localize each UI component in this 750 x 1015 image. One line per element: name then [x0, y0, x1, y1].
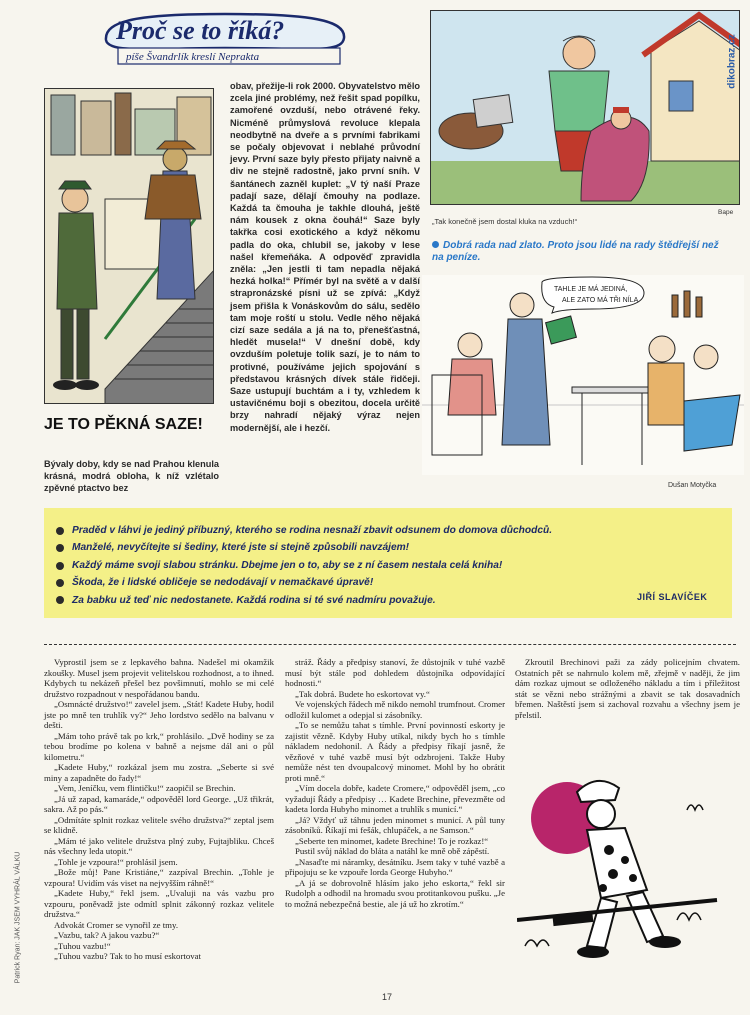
bullet-icon	[56, 527, 64, 535]
quote	[432, 240, 732, 264]
bullet-icon	[56, 544, 64, 552]
story-paragraph: „Osmnácté družstvo!“ zavelel jsem. „Stát! Kadete Huby, hodil jste po mně ten truhlík vy?“ Jeho lordstvo sedělo na balvanu v dešti.	[44, 699, 275, 730]
story-paragraph: Pustil svůj náklad do bláta a natáhl ke mně obě zápěstí.	[295, 846, 490, 856]
story-paragraph: Zkroutil Brechinovi paži za zády policejním chvatem. Ostatních pět se nahrnulo kolem mě, zřejmě v naději, že jim dám rozkaz ujmout se odloženého nákladu a tím i příležitost stát se vězni nebo strážnými a zbavit se tak dosavadních břemen. Naštěstí jsem si zachoval rozvahu a všechny jsem je přelstil.	[515, 657, 740, 720]
story-paragraph: „Bože můj! Pane Kristiáne,“ zazpíval Brechin. „Tohle je vzpoura! Uvidím vás viset na nejvyšším ráhně!“	[44, 867, 274, 888]
speech-line-1: TAHLE JE MÁ JEDINÁ,	[554, 286, 628, 293]
story-paragraph: stráž. Řády a předpisy stanoví, že důstojník v tuhé vazbě musí být stále pod dohledem důstojníka odpovídající hodnosti.“	[285, 657, 505, 688]
story-paragraph: „Seberte ten minomet, kadete Brechine! To je rozkaz!“	[295, 835, 489, 846]
aphorism-text: Za babku už teď nic nedostanete. Každá rodina si té své nadmíru považuje.	[72, 594, 436, 606]
aphorism-item	[56, 592, 552, 609]
side-credit	[14, 840, 26, 1000]
aphorism-list	[56, 522, 552, 609]
speech-line-2: ALE ZATO MÁ TŘI NÍLA	[562, 297, 639, 304]
aphorism-band	[44, 508, 732, 618]
story-column-1	[44, 657, 274, 962]
story-paragraph: „Mám toho právě tak po krk,“ prohlásilo. „Dvě hodiny se za tebou brodíme po kolena v bahně a nejsme dál ani o půl kilometru.“	[44, 730, 274, 762]
page-subtitle: píše Švandrlík kreslí Neprakta	[126, 51, 260, 63]
page-number: 17	[382, 992, 393, 1002]
story-paragraph: Ve vojenských řádech mě nikdo nemohl trumfnout. Cromer odložil kulomet a odepjal si zásobníky.	[285, 699, 505, 720]
quote-text: Dobrá rada nad zlato. Proto jsou lidé na rady štědřejší než na peníze.	[432, 240, 719, 263]
page-title: Proč se to říká?	[116, 16, 285, 45]
title-badge	[100, 8, 350, 70]
watermark-text: dikobraz.cz	[726, 34, 738, 89]
story-paragraph: „Nasaďte mi náramky, desátníku. Jsem taky v tuhé vazbě a připojuju se ke vzpouře lorda George Hubyho.“	[285, 856, 505, 877]
article-heading: JE TO PĚKNÁ SAZE!	[44, 416, 203, 433]
story-paragraph: „Kadete Huby,“ řekl jsem. „Uvaluji na vás vazbu pro vzpouru, poněvadž jste odmítl splnit zákonný rozkaz velitele družstva.“	[44, 888, 274, 919]
story-paragraph: „Tak dobrá. Budete ho eskortovat vy.“	[295, 688, 430, 699]
aphorism-text: Každý máme svoji slabou stránku. Dbejme jen o to, aby se z ní časem nestala celá kniha!	[72, 559, 503, 571]
side-credit-text: Patrick Ryan: JAK JSEM VYHRÁL VÁLKU	[14, 851, 22, 984]
story-paragraph: „A já se dobrovolně hlásím jako jeho eskorta,“ řekl sir Rudolph a odhodil na hromadu svou protitankovou pušku. „Je to možná nebezpečná bestie, ale já už ho zkrotím.“	[285, 877, 505, 909]
tv-cartoon-caption: „Tak konečně jsem dostal kluka na vzduch!“	[432, 217, 578, 226]
story-paragraph: „Vazbu, tak? A jakou vazbu?“	[54, 930, 160, 940]
aphorism-item	[56, 539, 552, 556]
story-paragraph: „Tohle je vzpoura!“ prohlásil jsem.	[54, 856, 178, 867]
article-intro: Bývaly doby, kdy se nad Prahou klenula krásná, modrá obloha, k níž vzlétalo zpěvné ptactvo bez	[44, 459, 219, 494]
bullet-icon	[56, 596, 64, 604]
aphorism-text: Škoda, že i lidské obličeje se nedodávají v nemačkavé úpravě!	[72, 577, 374, 589]
section-divider	[44, 644, 736, 645]
story-paragraph: „To se nemůžu tahat s tímhle. První povinností eskorty je zajistit vězně. Kdyby Huby utíkal, nikdy bych ho s tímhle nákladem nedohonil. A Řády a předpisy říkají jasně, že vězňové v tuhé vazbě musí být odzbrojeni. Takže Huby nemůže nést ten dvoupalcový minomet. Mohl by ho obrátit proti mně.“	[285, 720, 505, 783]
street-illustration	[44, 88, 214, 404]
story-column-3	[515, 657, 740, 720]
aphorism-item	[56, 557, 552, 574]
story-column-2	[285, 657, 505, 909]
quote-bullet-icon	[432, 241, 439, 248]
tv-cartoon	[430, 10, 740, 205]
story-paragraph: „Vem, Jeníčku, vem flintičku!“ zaopičil se Brechin.	[54, 783, 236, 793]
story-paragraph: „Kadete Huby,“ rozkázal jsem mu zostra. „Seberte si své miny a zapadněte do řady!“	[44, 762, 274, 783]
story-paragraph: Advokát Cromer se vynořil ze tmy.	[54, 919, 179, 930]
bullet-icon	[56, 579, 64, 587]
article-body: obav, přežije-li rok 2000. Obyvatelstvo mělo zcela jiné problémy, než řešit spad popílku, zamořené ovzduší, nebo otrávené řeky. Nicméně průmyslová revoluce klepala neodbytně na dveře a s prvními fabrikami se počaly objevovat i neblahé průvodní jevy. První saze byly přesto přijaty naivně a div ne stejně radostně, jako první sníh. V šantánech zazněl kuplet: „V tý naší Praze padají saze, dělají čmouhy na podlaze. Každá ta čmouha je takhle dlouhá, ještě nám kousek z okna čouhá!“ Saze byly takřka cosi exotického a když někomu padla do oka, chlubil se, jakoby v lese našel křemeňáka. A odpověď zpravidla zněla: „Jen jestli ti tam nepadla nějaká hezká holka!“ Přímér byl na světě a v další strapronázské písni už se zpívá: „Když jsem přišla k Vonáskovům do sálu, sedělo tam moje roští u stolu. Vedle něho nějaká cizí saze sedála a já na to, přenešťastná, hledět musela!“ V dnešní době, kdy ovzduším poletuje tolik sazí, je to nám to protivné, používáme jejich spojování s představou krásných dívek stále řidčeji. Saze ustupují buchtám a i ty, vzhledem k ustavičnému boji s obezitou, docela určitě brzy nahradí nějaký výraz nejen modernější, ale i hezčí.	[230, 81, 420, 433]
story-paragraph: „Mám té jako velitele družstva plný zuby, Fujtajbliku. Chceš nás všechny leda utopit.“	[44, 835, 274, 856]
story-paragraph: „Odmítáte splnit rozkaz velitele svého družstva?“ zeptal jsem se klidně.	[44, 814, 274, 835]
aphorism-text: Manželé, nevyčítejte si šediny, které jste si stejně způsobili navzájem!	[72, 542, 410, 554]
aphorism-text: Praděd v láhvi je jediný příbuzný, kterého se rodina nesnaží zbavit odsunem do domova důchodců.	[72, 525, 553, 536]
soldier-illustration	[517, 770, 732, 970]
aphorism-item	[56, 522, 552, 539]
story-paragraph: „Já už zapad, kamaráde,“ odpověděl lord George. „Už třikrát, sakra. Až po pás.“	[44, 793, 274, 814]
story-paragraph: „Tuhou vazbu!“	[54, 940, 111, 951]
bullet-icon	[56, 562, 64, 570]
restaurant-cartoon	[422, 275, 744, 475]
story-paragraph: „Já? Vždyť už táhnu jeden minomet s municí. A půl tuny zásobníků. Říkají mi fešák, chlupáček, a ne Samson.“	[285, 814, 505, 835]
story-paragraph: Vyprostil jsem se z lepkavého bahna. Nadešel mi okamžik zkoušky. Musel jsem projevit velitelskou rozhodnost, a to ihned. Kdybych tu nekázeň přešel bez povšimnutí, mohlo se mi celé družstvo rozpadnout v nespořádanou bandu.	[44, 657, 274, 699]
story-paragraph: „Tuhou vazbu? Tak to ho musí eskortovat	[54, 951, 201, 961]
aphorism-item	[56, 574, 552, 591]
watermark-url	[726, 30, 747, 100]
tv-cartoon-author: Bape	[718, 209, 734, 216]
restaurant-cartoon-author: Dušan Motyčka	[668, 482, 717, 489]
aphorism-author: JIŘÍ SLAVÍČEK	[637, 592, 708, 602]
story-paragraph: „Vím docela dobře, kadete Cromere,“ odpověděl jsem, „co vyžadují Řády a předpisy … Kadete Brechine, převezměte od kadeta lorda Hubyho minomet a truhlík s municí.“	[285, 783, 505, 814]
